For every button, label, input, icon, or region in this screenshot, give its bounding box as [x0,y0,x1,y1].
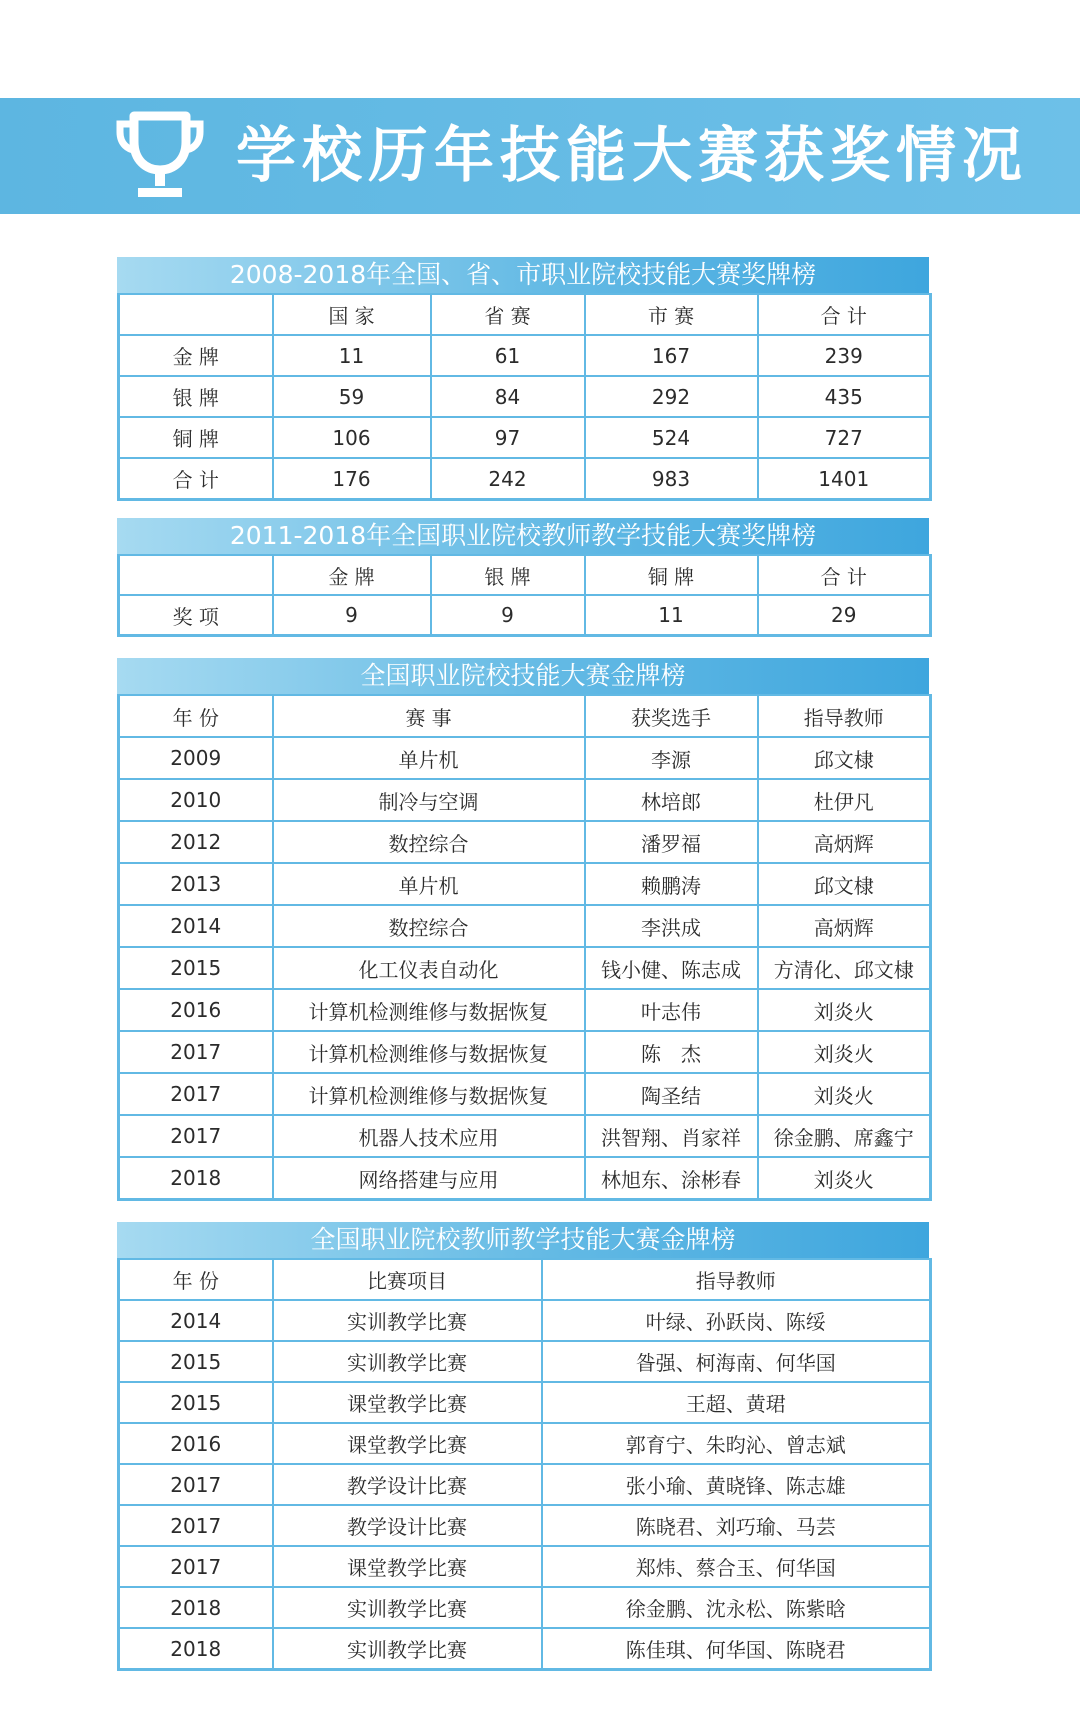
teacher-medal-table [117,554,932,637]
table-cell: 167 [585,335,758,376]
table-cell: 242 [431,458,585,500]
header-cell: 合 计 [758,555,931,595]
table-cell: 2009 [119,737,273,779]
header-cell: 指导教师 [542,1259,931,1300]
table-cell: 陈 杰 [585,1031,758,1073]
header-cell: 年 份 [119,695,273,737]
table-cell: 奖 项 [119,595,273,636]
table-cell: 2016 [119,989,273,1031]
table-cell: 2015 [119,1341,273,1382]
table-cell: 张小瑜、黄晓锋、陈志雄 [542,1464,931,1505]
table-cell: 银 牌 [119,376,273,417]
table-cell: 方清化、邱文棣 [758,947,931,989]
table-cell: 239 [758,335,931,376]
table-row [119,595,931,636]
table-cell: 叶绿、孙跃岗、陈绥 [542,1300,931,1341]
table-cell: 2017 [119,1115,273,1157]
table-cell: 2015 [119,947,273,989]
table-cell: 2014 [119,905,273,947]
table-cell: 高炳辉 [758,905,931,947]
header-cell [119,294,273,335]
teacher-medal-table-title: 2011-2018年全国职业院校教师教学技能大赛奖牌榜 [117,518,929,554]
table-cell: 59 [273,376,431,417]
table-cell: 机器人技术应用 [273,1115,585,1157]
table-cell: 2010 [119,779,273,821]
teacher-gold-table-title: 全国职业院校教师教学技能大赛金牌榜 [117,1222,929,1258]
header-cell: 获奖选手 [585,695,758,737]
table-cell: 教学设计比赛 [273,1505,542,1546]
table-cell: 2013 [119,863,273,905]
table-cell: 97 [431,417,585,458]
teacher-gold-table-section [117,1222,929,1671]
table-cell: 王超、黄珺 [542,1382,931,1423]
table-cell: 61 [431,335,585,376]
table-cell: 727 [758,417,931,458]
table-cell: 2012 [119,821,273,863]
header-cell: 国 家 [273,294,431,335]
student-gold-table [117,694,932,1201]
table-cell: 刘炎火 [758,1157,931,1200]
header-cell: 金 牌 [273,555,431,595]
header-cell [119,555,273,595]
table-cell: 郑炜、蔡合玉、何华国 [542,1546,931,1587]
table-cell: 徐金鹏、席鑫宁 [758,1115,931,1157]
table-row [119,1423,931,1464]
table-cell: 292 [585,376,758,417]
table-row [119,1464,931,1505]
table-cell: 网络搭建与应用 [273,1157,585,1200]
table-cell: 高炳辉 [758,821,931,863]
table-cell: 林旭东、涂彬春 [585,1157,758,1200]
table-cell: 计算机检测维修与数据恢复 [273,1031,585,1073]
table-row [119,737,931,779]
student-gold-table-title: 全国职业院校技能大赛金牌榜 [117,658,929,694]
table-cell: 单片机 [273,863,585,905]
table-cell: 实训教学比赛 [273,1628,542,1670]
table-cell: 教学设计比赛 [273,1464,542,1505]
table-cell: 1401 [758,458,931,500]
table-cell: 杜伊凡 [758,779,931,821]
table-cell: 29 [758,595,931,636]
table-cell: 铜 牌 [119,417,273,458]
table-row [119,905,931,947]
table-cell: 单片机 [273,737,585,779]
table-row [119,989,931,1031]
page-title: 学校历年技能大赛获奖情况 [236,121,1028,191]
table-cell: 176 [273,458,431,500]
table-cell: 84 [431,376,585,417]
header-row [119,294,931,335]
table-cell: 11 [585,595,758,636]
table-cell: 李洪成 [585,905,758,947]
table-cell: 赖鹏涛 [585,863,758,905]
table-cell: 435 [758,376,931,417]
table-cell: 2015 [119,1382,273,1423]
header-row [119,1259,931,1300]
teacher-gold-table [117,1258,932,1671]
table-row [119,1341,931,1382]
table-row [119,1300,931,1341]
table-cell: 课堂教学比赛 [273,1382,542,1423]
table-cell: 983 [585,458,758,500]
table-cell: 数控综合 [273,821,585,863]
table-cell: 524 [585,417,758,458]
table-cell: 2017 [119,1073,273,1115]
table-row [119,1505,931,1546]
table-cell: 2017 [119,1546,273,1587]
table-cell: 徐金鹏、沈永松、陈紫晗 [542,1587,931,1628]
table-cell: 刘炎火 [758,989,931,1031]
table-cell: 金 牌 [119,335,273,376]
table-row [119,1073,931,1115]
teacher-medal-table-section [117,518,929,637]
table-row [119,1157,931,1200]
table-cell: 2018 [119,1587,273,1628]
table-cell: 2018 [119,1157,273,1200]
table-cell: 林培郎 [585,779,758,821]
table-cell: 陈佳琪、何华国、陈晓君 [542,1628,931,1670]
page-banner [0,98,1080,214]
medal-table-section [117,257,929,501]
header-cell: 指导教师 [758,695,931,737]
table-cell: 陶圣结 [585,1073,758,1115]
table-cell: 实训教学比赛 [273,1300,542,1341]
header-row [119,555,931,595]
table-cell: 11 [273,335,431,376]
table-row [119,458,931,500]
table-cell: 106 [273,417,431,458]
table-row [119,1546,931,1587]
table-cell: 9 [431,595,585,636]
table-row [119,1587,931,1628]
table-cell: 叶志伟 [585,989,758,1031]
header-cell: 赛 事 [273,695,585,737]
header-cell: 铜 牌 [585,555,758,595]
table-row [119,947,931,989]
table-cell: 2014 [119,1300,273,1341]
table-cell: 2017 [119,1464,273,1505]
header-cell: 市 赛 [585,294,758,335]
table-cell: 洪智翔、肖家祥 [585,1115,758,1157]
table-cell: 9 [273,595,431,636]
header-cell: 比赛项目 [273,1259,542,1300]
table-row [119,417,931,458]
table-row [119,1031,931,1073]
header-cell: 银 牌 [431,555,585,595]
table-cell: 李源 [585,737,758,779]
table-cell: 课堂教学比赛 [273,1423,542,1464]
table-cell: 计算机检测维修与数据恢复 [273,1073,585,1115]
table-row [119,1382,931,1423]
medal-table-title: 2008-2018年全国、省、市职业院校技能大赛奖牌榜 [117,257,929,293]
table-cell: 课堂教学比赛 [273,1546,542,1587]
table-cell: 陈晓君、刘巧瑜、马芸 [542,1505,931,1546]
student-gold-table-section [117,658,929,1201]
table-cell: 昝强、柯海南、何华国 [542,1341,931,1382]
table-cell: 郭育宁、朱昀沁、曾志斌 [542,1423,931,1464]
table-cell: 潘罗福 [585,821,758,863]
table-row [119,1628,931,1670]
table-cell: 合 计 [119,458,273,500]
table-cell: 2017 [119,1505,273,1546]
table-cell: 钱小健、陈志成 [585,947,758,989]
table-cell: 2017 [119,1031,273,1073]
table-row [119,821,931,863]
table-cell: 刘炎火 [758,1031,931,1073]
header-cell: 合 计 [758,294,931,335]
table-row [119,1115,931,1157]
table-cell: 实训教学比赛 [273,1587,542,1628]
table-row [119,779,931,821]
table-cell: 数控综合 [273,905,585,947]
header-row [119,695,931,737]
table-cell: 2018 [119,1628,273,1670]
table-row [119,335,931,376]
table-cell: 计算机检测维修与数据恢复 [273,989,585,1031]
table-cell: 化工仪表自动化 [273,947,585,989]
table-cell: 制冷与空调 [273,779,585,821]
table-row [119,376,931,417]
header-cell: 年 份 [119,1259,273,1300]
header-cell: 省 赛 [431,294,585,335]
table-cell: 刘炎火 [758,1073,931,1115]
table-row [119,863,931,905]
table-cell: 邱文棣 [758,737,931,779]
medal-table [117,293,932,501]
table-cell: 实训教学比赛 [273,1341,542,1382]
table-cell: 邱文棣 [758,863,931,905]
trophy-icon [112,108,208,204]
table-cell: 2016 [119,1423,273,1464]
